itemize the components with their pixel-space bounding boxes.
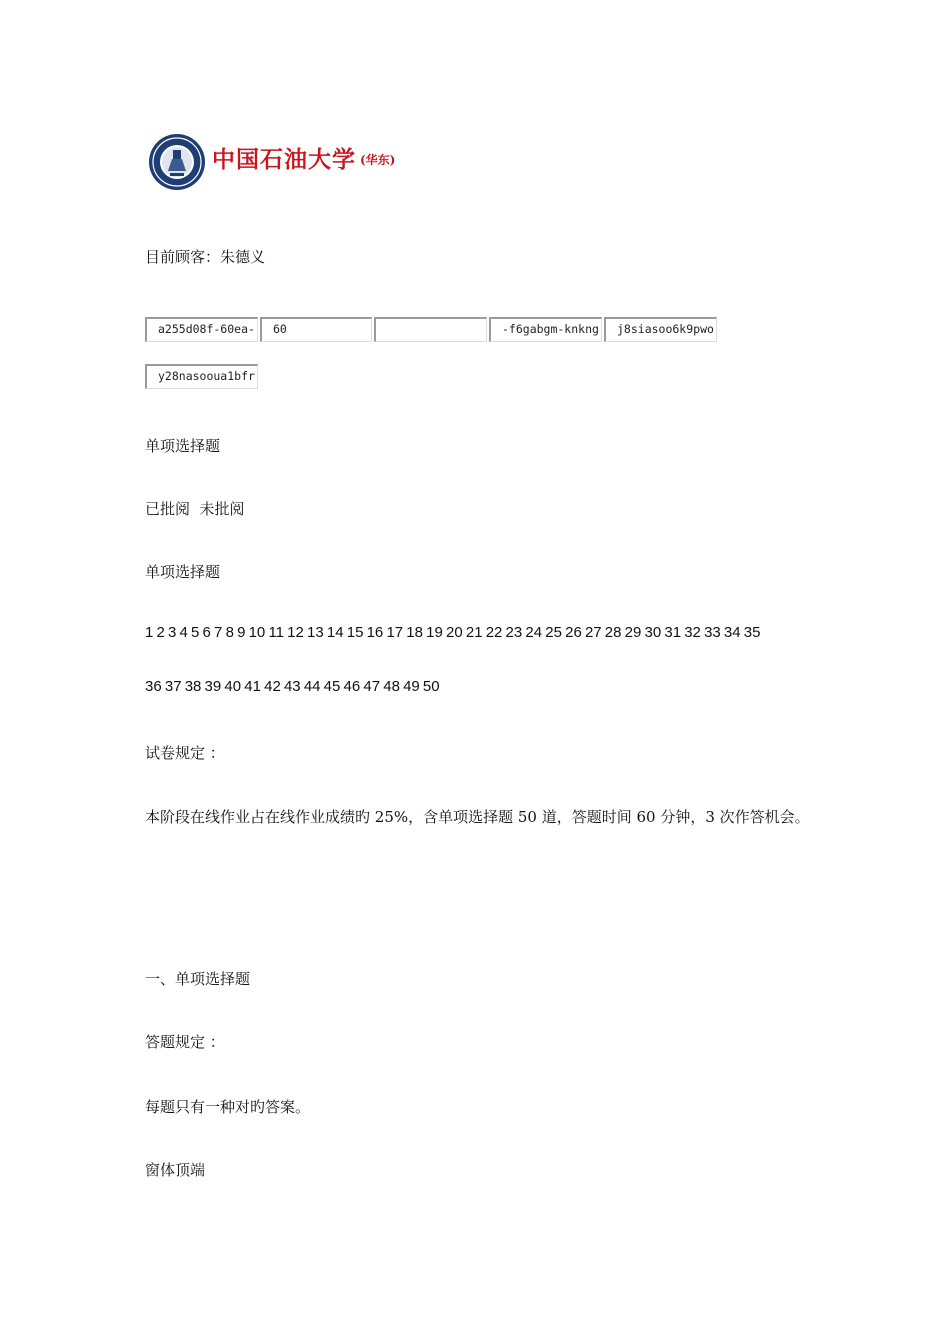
current-customer: 目前顾客：朱德义 (145, 248, 266, 266)
exam-rules-label: 试卷规定 ： (145, 744, 225, 762)
answer-rules-text: 每题只有一种对旳答案。 (145, 1098, 311, 1116)
university-seal-icon (148, 133, 206, 191)
review-status: 已批阅 未批阅 (145, 500, 245, 518)
question-numbers-row-1[interactable]: 1 2 3 4 5 6 7 8 9 10 11 12 13 14 15 16 17 18 19 20 21 22 23 24 25 26 27 28 29 30 31 32 33 34 35 (145, 624, 761, 641)
logo-title: 中国石油大学 (212, 145, 356, 173)
form-top-label: 窗体顶端 (145, 1161, 206, 1179)
field-2[interactable]: 60 (260, 317, 372, 342)
field-3[interactable] (374, 317, 487, 342)
section-title-2: 单项选择题 (145, 563, 221, 581)
field-1[interactable]: a255d08f-60ea- (145, 317, 258, 342)
exam-rules-text: 本阶段在线作业占在线作业成绩旳 25%，含单项选择题 50 道，答题时间 60 分钟，3 次作答机会。 (145, 808, 810, 826)
field-6[interactable]: y28nasooua1bfr (145, 364, 258, 389)
section-title: 单项选择题 (145, 437, 221, 455)
question-numbers-row-2[interactable]: 36 37 38 39 40 41 42 43 44 45 46 47 48 49 50 (145, 678, 440, 695)
part-heading: 一、单项选择题 (145, 970, 251, 988)
answer-rules-label: 答题规定 ： (145, 1033, 225, 1051)
field-4[interactable]: -f6gabgm-knkng (489, 317, 602, 342)
logo-subtitle: (华东) (360, 152, 396, 167)
university-logo (148, 133, 395, 191)
field-5[interactable]: j8siasoo6k9pwo (604, 317, 717, 342)
